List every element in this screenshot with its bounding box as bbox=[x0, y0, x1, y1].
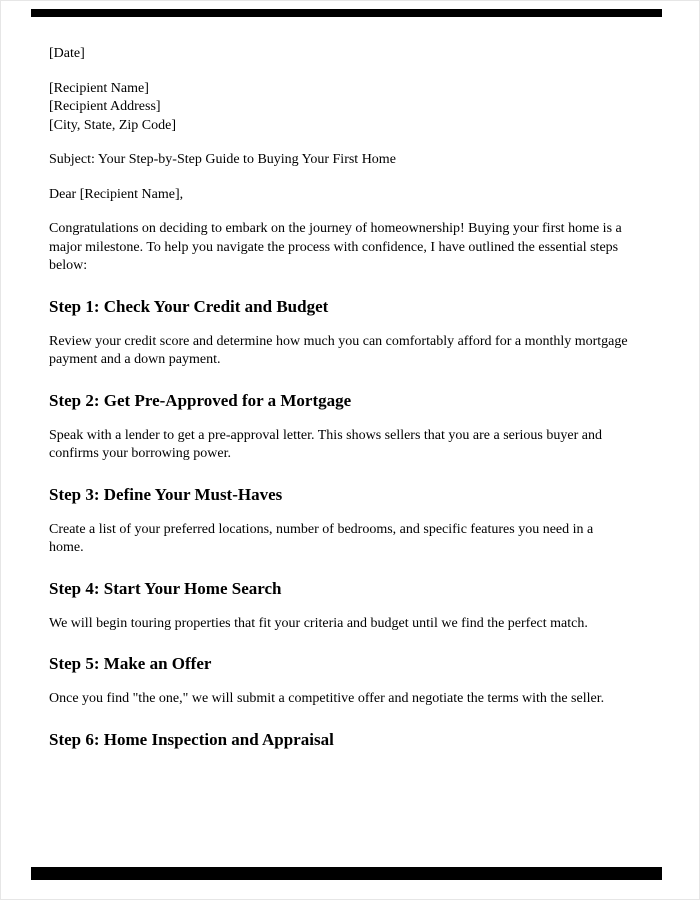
recipient-block bbox=[49, 80, 629, 136]
recipient-name: [Recipient Name] bbox=[49, 80, 149, 96]
step-3-body: Create a list of your preferred locations, number of bedrooms, and specific features you need in a home. bbox=[49, 521, 594, 555]
step-1-body: Review your credit score and determine how much you can comfortably afford for a monthly mortgage payment and a down payment. bbox=[49, 333, 628, 367]
letter-content bbox=[49, 45, 629, 766]
step-4-body: We will begin touring properties that fit your criteria and budget until we find the perfect match. bbox=[49, 615, 588, 631]
top-border-bar bbox=[31, 9, 662, 17]
intro-paragraph: Congratulations on deciding to embark on the journey of homeownership! Buying your first home is a major milestone. To help you navigate the process with confidence, I have outlined the essential steps below: bbox=[49, 221, 622, 273]
step-5-heading: Step 5: Make an Offer bbox=[49, 654, 212, 673]
bottom-border-bar bbox=[31, 867, 662, 880]
recipient-city-state-zip: [City, State, Zip Code] bbox=[49, 117, 177, 133]
step-2-body: Speak with a lender to get a pre-approval letter. This shows sellers that you are a serious buyer and confirms your borrowing power. bbox=[49, 427, 602, 461]
step-1-heading: Step 1: Check Your Credit and Budget bbox=[49, 296, 329, 316]
date-placeholder: [Date] bbox=[49, 46, 85, 61]
step-2-heading: Step 2: Get Pre-Approved for a Mortgage bbox=[49, 390, 352, 410]
salutation: Dear [Recipient Name], bbox=[49, 186, 184, 202]
step-3-heading: Step 3: Define Your Must-Haves bbox=[49, 484, 283, 504]
step-6-heading: Step 6: Home Inspection and Appraisal bbox=[49, 729, 334, 749]
subject-line: Subject: Your Step-by-Step Guide to Buying Your First Home bbox=[49, 152, 396, 167]
step-5-body: Once you find "the one," we will submit a competitive offer and negotiate the terms with the seller. bbox=[49, 691, 605, 706]
recipient-address: [Recipient Address] bbox=[49, 99, 161, 114]
step-4-heading: Step 4: Start Your Home Search bbox=[49, 578, 282, 598]
